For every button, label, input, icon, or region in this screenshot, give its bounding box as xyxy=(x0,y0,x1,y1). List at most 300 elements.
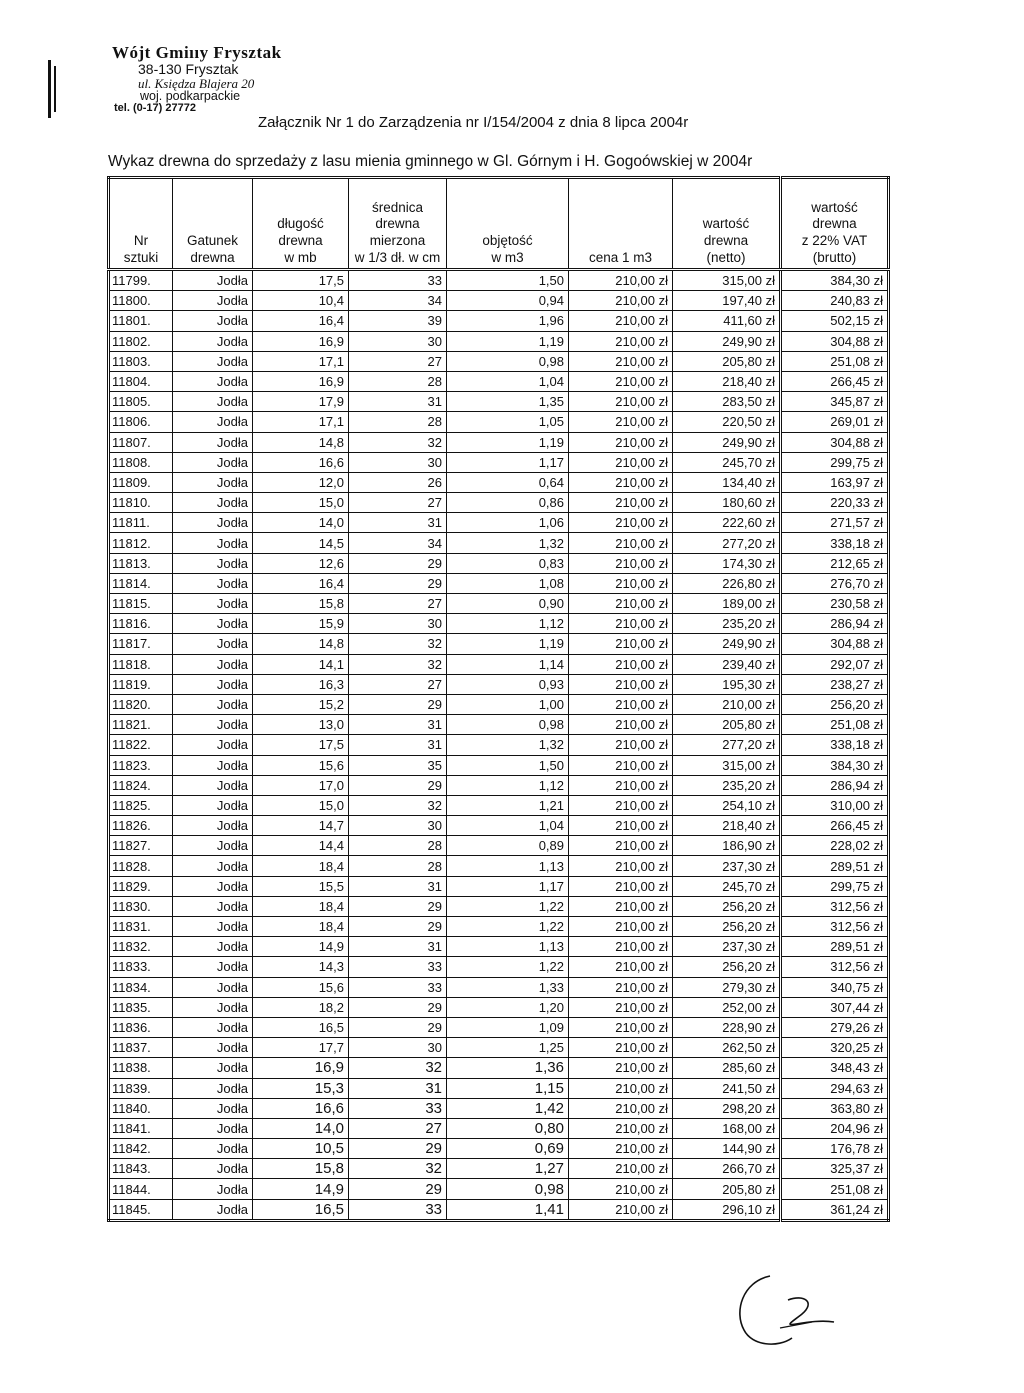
cell-length: 14,4 xyxy=(253,836,349,856)
header-volume-line: objętość xyxy=(482,233,533,249)
header-species xyxy=(173,178,253,270)
header-diameter xyxy=(349,178,447,270)
cell-nr: 11799. xyxy=(109,270,173,291)
cell-species: Jodła xyxy=(173,371,253,391)
cell-nr: 11803. xyxy=(109,351,173,371)
cell-price: 210,00 zł xyxy=(569,1179,673,1199)
cell-net-value: 239,40 zł xyxy=(673,654,781,674)
cell-length: 17,1 xyxy=(253,412,349,432)
cell-net-value: 254,10 zł xyxy=(673,795,781,815)
cell-nr: 11805. xyxy=(109,392,173,412)
cell-net-value: 168,00 zł xyxy=(673,1118,781,1138)
table-row xyxy=(109,291,889,311)
table-row xyxy=(109,1199,889,1220)
cell-diameter: 33 xyxy=(349,1199,447,1220)
cell-net-value: 144,90 zł xyxy=(673,1139,781,1159)
table-row xyxy=(109,1139,889,1159)
cell-price: 210,00 zł xyxy=(569,553,673,573)
cell-nr: 11844. xyxy=(109,1179,173,1199)
cell-species: Jodła xyxy=(173,270,253,291)
cell-species: Jodła xyxy=(173,291,253,311)
cell-net-value: 249,90 zł xyxy=(673,331,781,351)
cell-species: Jodła xyxy=(173,493,253,513)
table-body xyxy=(109,270,889,1221)
cell-price: 210,00 zł xyxy=(569,1159,673,1179)
cell-diameter: 33 xyxy=(349,270,447,291)
cell-volume: 1,33 xyxy=(447,977,569,997)
cell-species: Jodła xyxy=(173,937,253,957)
cell-diameter: 28 xyxy=(349,371,447,391)
cell-length: 14,8 xyxy=(253,634,349,654)
cell-price: 210,00 zł xyxy=(569,371,673,391)
cell-price: 210,00 zł xyxy=(569,291,673,311)
cell-diameter: 29 xyxy=(349,553,447,573)
cell-net-value: 277,20 zł xyxy=(673,735,781,755)
table-row xyxy=(109,856,889,876)
header-gross-value xyxy=(781,178,889,270)
stamp-street: ul. Księdza Blajera 20 xyxy=(138,75,255,91)
header-length-line: drewna xyxy=(278,233,323,249)
cell-diameter: 29 xyxy=(349,694,447,714)
cell-length: 14,0 xyxy=(253,1118,349,1138)
cell-nr: 11823. xyxy=(109,755,173,775)
cell-volume: 1,13 xyxy=(447,937,569,957)
cell-gross-value: 238,27 zł xyxy=(781,674,889,694)
cell-gross-value: 384,30 zł xyxy=(781,755,889,775)
stamp-postal-code: 38-130 Frysztak xyxy=(138,60,239,77)
cell-length: 17,1 xyxy=(253,351,349,371)
header-nr-line: Nr xyxy=(133,233,149,249)
cell-volume: 1,17 xyxy=(447,876,569,896)
cell-gross-value: 276,70 zł xyxy=(781,573,889,593)
cell-species: Jodła xyxy=(173,795,253,815)
cell-volume: 1,20 xyxy=(447,997,569,1017)
cell-net-value: 411,60 zł xyxy=(673,311,781,331)
header-net-value-line: (netto) xyxy=(706,250,746,266)
cell-length: 16,6 xyxy=(253,452,349,472)
cell-gross-value: 289,51 zł xyxy=(781,856,889,876)
cell-volume: 0,98 xyxy=(447,715,569,735)
cell-length: 16,3 xyxy=(253,674,349,694)
cell-species: Jodła xyxy=(173,311,253,331)
table-row xyxy=(109,1118,889,1138)
cell-length: 17,7 xyxy=(253,1038,349,1058)
cell-diameter: 27 xyxy=(349,351,447,371)
cell-gross-value: 307,44 zł xyxy=(781,997,889,1017)
cell-nr: 11819. xyxy=(109,674,173,694)
table-row xyxy=(109,957,889,977)
cell-species: Jodła xyxy=(173,1199,253,1220)
cell-length: 17,5 xyxy=(253,270,349,291)
cell-volume: 1,96 xyxy=(447,311,569,331)
table-row xyxy=(109,735,889,755)
office-stamp xyxy=(112,44,282,115)
cell-gross-value: 251,08 zł xyxy=(781,351,889,371)
header-diameter-line: drewna xyxy=(375,216,420,232)
table-row xyxy=(109,1017,889,1037)
binding-mark-left xyxy=(48,60,51,118)
table-row xyxy=(109,836,889,856)
cell-diameter: 31 xyxy=(349,876,447,896)
cell-volume: 1,50 xyxy=(447,755,569,775)
cell-price: 210,00 zł xyxy=(569,1098,673,1118)
cell-diameter: 33 xyxy=(349,977,447,997)
cell-species: Jodła xyxy=(173,513,253,533)
cell-net-value: 237,30 zł xyxy=(673,937,781,957)
header-price xyxy=(569,178,673,270)
cell-price: 210,00 zł xyxy=(569,311,673,331)
cell-price: 210,00 zł xyxy=(569,977,673,997)
cell-species: Jodła xyxy=(173,977,253,997)
cell-length: 12,6 xyxy=(253,553,349,573)
cell-diameter: 29 xyxy=(349,1139,447,1159)
cell-volume: 1,14 xyxy=(447,654,569,674)
cell-gross-value: 361,24 zł xyxy=(781,1199,889,1220)
cell-price: 210,00 zł xyxy=(569,432,673,452)
table-row xyxy=(109,472,889,492)
cell-length: 16,4 xyxy=(253,573,349,593)
cell-volume: 1,32 xyxy=(447,533,569,553)
cell-gross-value: 294,63 zł xyxy=(781,1078,889,1098)
table-row xyxy=(109,351,889,371)
cell-net-value: 218,40 zł xyxy=(673,816,781,836)
table-header-row xyxy=(109,178,889,270)
cell-nr: 11836. xyxy=(109,1017,173,1037)
cell-price: 210,00 zł xyxy=(569,896,673,916)
cell-nr: 11831. xyxy=(109,917,173,937)
cell-gross-value: 502,15 zł xyxy=(781,311,889,331)
cell-species: Jodła xyxy=(173,472,253,492)
cell-length: 14,3 xyxy=(253,957,349,977)
cell-volume: 1,09 xyxy=(447,1017,569,1037)
cell-species: Jodła xyxy=(173,452,253,472)
cell-net-value: 226,80 zł xyxy=(673,573,781,593)
cell-species: Jodła xyxy=(173,1118,253,1138)
cell-diameter: 27 xyxy=(349,493,447,513)
header-length-line: długość xyxy=(277,216,324,232)
cell-nr: 11801. xyxy=(109,311,173,331)
cell-gross-value: 286,94 zł xyxy=(781,614,889,634)
cell-net-value: 222,60 zł xyxy=(673,513,781,533)
cell-volume: 1,13 xyxy=(447,856,569,876)
cell-length: 15,5 xyxy=(253,876,349,896)
cell-net-value: 298,20 zł xyxy=(673,1098,781,1118)
cell-gross-value: 338,18 zł xyxy=(781,533,889,553)
header-length-line: w mb xyxy=(284,250,317,266)
table-row xyxy=(109,1038,889,1058)
cell-net-value: 205,80 zł xyxy=(673,715,781,735)
cell-length: 14,9 xyxy=(253,937,349,957)
table-row xyxy=(109,594,889,614)
cell-diameter: 31 xyxy=(349,513,447,533)
cell-nr: 11806. xyxy=(109,412,173,432)
cell-volume: 1,19 xyxy=(447,432,569,452)
cell-price: 210,00 zł xyxy=(569,270,673,291)
cell-price: 210,00 zł xyxy=(569,876,673,896)
cell-net-value: 285,60 zł xyxy=(673,1058,781,1078)
cell-volume: 1,12 xyxy=(447,775,569,795)
cell-gross-value: 338,18 zł xyxy=(781,735,889,755)
cell-net-value: 205,80 zł xyxy=(673,351,781,371)
cell-volume: 1,50 xyxy=(447,270,569,291)
stamp-phone: tel. (0-17) 27772 xyxy=(114,102,196,115)
cell-price: 210,00 zł xyxy=(569,917,673,937)
table-row xyxy=(109,775,889,795)
cell-nr: 11824. xyxy=(109,775,173,795)
cell-diameter: 33 xyxy=(349,1098,447,1118)
cell-gross-value: 212,65 zł xyxy=(781,553,889,573)
cell-volume: 0,86 xyxy=(447,493,569,513)
cell-species: Jodła xyxy=(173,816,253,836)
cell-gross-value: 299,75 zł xyxy=(781,876,889,896)
cell-price: 210,00 zł xyxy=(569,694,673,714)
cell-volume: 1,04 xyxy=(447,816,569,836)
cell-volume: 0,98 xyxy=(447,1179,569,1199)
cell-price: 210,00 zł xyxy=(569,795,673,815)
cell-price: 210,00 zł xyxy=(569,533,673,553)
table-row xyxy=(109,1098,889,1118)
cell-species: Jodła xyxy=(173,1159,253,1179)
cell-length: 14,8 xyxy=(253,432,349,452)
cell-net-value: 218,40 zł xyxy=(673,371,781,391)
table-row xyxy=(109,573,889,593)
cell-species: Jodła xyxy=(173,1179,253,1199)
cell-price: 210,00 zł xyxy=(569,816,673,836)
cell-volume: 1,22 xyxy=(447,896,569,916)
cell-price: 210,00 zł xyxy=(569,472,673,492)
table-row xyxy=(109,755,889,775)
cell-species: Jodła xyxy=(173,634,253,654)
cell-net-value: 210,00 zł xyxy=(673,694,781,714)
cell-length: 15,6 xyxy=(253,977,349,997)
cell-volume: 1,08 xyxy=(447,573,569,593)
cell-price: 210,00 zł xyxy=(569,715,673,735)
cell-nr: 11829. xyxy=(109,876,173,896)
cell-net-value: 279,30 zł xyxy=(673,977,781,997)
cell-net-value: 296,10 zł xyxy=(673,1199,781,1220)
cell-nr: 11839. xyxy=(109,1078,173,1098)
cell-diameter: 29 xyxy=(349,1017,447,1037)
cell-gross-value: 292,07 zł xyxy=(781,654,889,674)
table-row xyxy=(109,977,889,997)
cell-species: Jodła xyxy=(173,715,253,735)
table-row xyxy=(109,816,889,836)
cell-species: Jodła xyxy=(173,775,253,795)
cell-length: 14,0 xyxy=(253,513,349,533)
cell-price: 210,00 zł xyxy=(569,493,673,513)
cell-length: 15,6 xyxy=(253,755,349,775)
cell-nr: 11825. xyxy=(109,795,173,815)
stamp-office-name: Wójt Gmiııy Frysztak xyxy=(112,43,282,62)
cell-price: 210,00 zł xyxy=(569,412,673,432)
cell-length: 16,6 xyxy=(253,1098,349,1118)
cell-net-value: 186,90 zł xyxy=(673,836,781,856)
cell-diameter: 28 xyxy=(349,412,447,432)
cell-gross-value: 340,75 zł xyxy=(781,977,889,997)
cell-diameter: 26 xyxy=(349,472,447,492)
header-diameter-line: średnica xyxy=(371,199,424,215)
cell-nr: 11833. xyxy=(109,957,173,977)
cell-volume: 1,19 xyxy=(447,331,569,351)
cell-diameter: 29 xyxy=(349,997,447,1017)
header-volume xyxy=(447,178,569,270)
header-gross-value-line: wartość xyxy=(811,199,858,215)
cell-nr: 11834. xyxy=(109,977,173,997)
stamp-voivodeship: woj. podkarpackie xyxy=(140,89,241,104)
cell-gross-value: 271,57 zł xyxy=(781,513,889,533)
cell-price: 210,00 zł xyxy=(569,513,673,533)
cell-nr: 11838. xyxy=(109,1058,173,1078)
header-volume-line: w m3 xyxy=(491,250,524,266)
cell-diameter: 29 xyxy=(349,896,447,916)
cell-gross-value: 304,88 zł xyxy=(781,634,889,654)
cell-species: Jodła xyxy=(173,1017,253,1037)
header-species-line: drewna xyxy=(190,250,235,266)
cell-net-value: 283,50 zł xyxy=(673,392,781,412)
table-row xyxy=(109,896,889,916)
cell-nr: 11809. xyxy=(109,472,173,492)
cell-gross-value: 363,80 zł xyxy=(781,1098,889,1118)
table-row xyxy=(109,371,889,391)
cell-length: 17,9 xyxy=(253,392,349,412)
cell-net-value: 174,30 zł xyxy=(673,553,781,573)
cell-volume: 1,32 xyxy=(447,735,569,755)
cell-price: 210,00 zł xyxy=(569,654,673,674)
cell-diameter: 32 xyxy=(349,1058,447,1078)
cell-net-value: 195,30 zł xyxy=(673,674,781,694)
cell-gross-value: 228,02 zł xyxy=(781,836,889,856)
cell-volume: 0,90 xyxy=(447,594,569,614)
cell-volume: 1,12 xyxy=(447,614,569,634)
cell-species: Jodła xyxy=(173,553,253,573)
handwritten-signature xyxy=(730,1268,840,1352)
cell-length: 16,9 xyxy=(253,371,349,391)
cell-length: 18,4 xyxy=(253,917,349,937)
header-diameter-line: w 1/3 dł. w cm xyxy=(354,250,441,266)
cell-gross-value: 289,51 zł xyxy=(781,937,889,957)
cell-net-value: 315,00 zł xyxy=(673,270,781,291)
cell-gross-value: 312,56 zł xyxy=(781,896,889,916)
table-row xyxy=(109,694,889,714)
cell-diameter: 31 xyxy=(349,1078,447,1098)
cell-species: Jodła xyxy=(173,1098,253,1118)
cell-diameter: 32 xyxy=(349,432,447,452)
cell-nr: 11835. xyxy=(109,997,173,1017)
table-row xyxy=(109,1058,889,1078)
cell-length: 16,5 xyxy=(253,1199,349,1220)
header-nr xyxy=(109,178,173,270)
cell-diameter: 39 xyxy=(349,311,447,331)
cell-length: 16,5 xyxy=(253,1017,349,1037)
cell-price: 210,00 zł xyxy=(569,392,673,412)
table-row xyxy=(109,533,889,553)
cell-diameter: 27 xyxy=(349,1118,447,1138)
cell-net-value: 262,50 zł xyxy=(673,1038,781,1058)
cell-price: 210,00 zł xyxy=(569,1139,673,1159)
cell-gross-value: 240,83 zł xyxy=(781,291,889,311)
cell-volume: 0,83 xyxy=(447,553,569,573)
cell-diameter: 30 xyxy=(349,1038,447,1058)
cell-diameter: 32 xyxy=(349,634,447,654)
cell-gross-value: 312,56 zł xyxy=(781,917,889,937)
cell-net-value: 252,00 zł xyxy=(673,997,781,1017)
cell-volume: 1,36 xyxy=(447,1058,569,1078)
cell-length: 15,3 xyxy=(253,1078,349,1098)
table-row xyxy=(109,614,889,634)
table-row xyxy=(109,493,889,513)
cell-diameter: 29 xyxy=(349,775,447,795)
table-row xyxy=(109,937,889,957)
cell-diameter: 29 xyxy=(349,573,447,593)
cell-species: Jodła xyxy=(173,331,253,351)
cell-length: 18,4 xyxy=(253,896,349,916)
timber-sale-table xyxy=(107,176,890,1222)
cell-diameter: 30 xyxy=(349,452,447,472)
cell-volume: 1,42 xyxy=(447,1098,569,1118)
cell-net-value: 197,40 zł xyxy=(673,291,781,311)
cell-price: 210,00 zł xyxy=(569,1078,673,1098)
cell-diameter: 32 xyxy=(349,795,447,815)
cell-species: Jodła xyxy=(173,533,253,553)
cell-species: Jodła xyxy=(173,755,253,775)
cell-length: 15,2 xyxy=(253,694,349,714)
cell-nr: 11830. xyxy=(109,896,173,916)
cell-net-value: 256,20 zł xyxy=(673,896,781,916)
cell-net-value: 241,50 zł xyxy=(673,1078,781,1098)
cell-price: 210,00 zł xyxy=(569,937,673,957)
cell-net-value: 235,20 zł xyxy=(673,614,781,634)
cell-net-value: 180,60 zł xyxy=(673,493,781,513)
cell-nr: 11840. xyxy=(109,1098,173,1118)
cell-price: 210,00 zł xyxy=(569,634,673,654)
table-row xyxy=(109,674,889,694)
header-net-value-line: drewna xyxy=(703,233,749,249)
cell-length: 14,7 xyxy=(253,816,349,836)
cell-gross-value: 312,56 zł xyxy=(781,957,889,977)
cell-gross-value: 325,37 zł xyxy=(781,1159,889,1179)
cell-volume: 1,35 xyxy=(447,392,569,412)
cell-price: 210,00 zł xyxy=(569,331,673,351)
cell-gross-value: 251,08 zł xyxy=(781,715,889,735)
cell-net-value: 249,90 zł xyxy=(673,432,781,452)
cell-price: 210,00 zł xyxy=(569,614,673,634)
cell-nr: 11808. xyxy=(109,452,173,472)
cell-species: Jodła xyxy=(173,856,253,876)
cell-net-value: 134,40 zł xyxy=(673,472,781,492)
cell-length: 13,0 xyxy=(253,715,349,735)
cell-price: 210,00 zł xyxy=(569,1058,673,1078)
header-gross-value-line: drewna xyxy=(812,216,857,232)
cell-diameter: 30 xyxy=(349,331,447,351)
cell-volume: 1,27 xyxy=(447,1159,569,1179)
cell-volume: 1,00 xyxy=(447,694,569,714)
cell-net-value: 189,00 zł xyxy=(673,594,781,614)
cell-species: Jodła xyxy=(173,392,253,412)
cell-price: 210,00 zł xyxy=(569,594,673,614)
cell-nr: 11826. xyxy=(109,816,173,836)
cell-gross-value: 304,88 zł xyxy=(781,432,889,452)
table-row xyxy=(109,392,889,412)
cell-diameter: 31 xyxy=(349,715,447,735)
cell-nr: 11811. xyxy=(109,513,173,533)
header-net-value xyxy=(673,178,781,270)
cell-length: 16,9 xyxy=(253,1058,349,1078)
cell-length: 17,0 xyxy=(253,775,349,795)
cell-volume: 1,41 xyxy=(447,1199,569,1220)
cell-nr: 11843. xyxy=(109,1159,173,1179)
cell-species: Jodła xyxy=(173,957,253,977)
cell-price: 210,00 zł xyxy=(569,775,673,795)
